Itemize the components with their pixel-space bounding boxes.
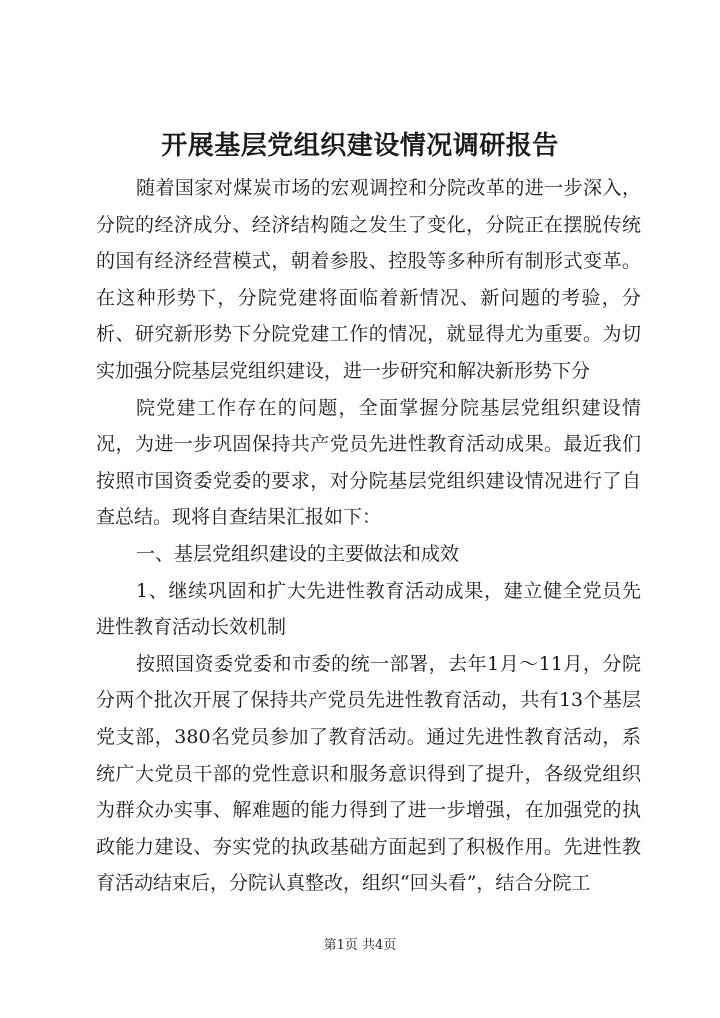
paragraph: 按照国资委党委和市委的统一部署，去年1月～11月，分院分两个批次开展了保持共产党员先进性教育活动，共有13个基层党支部，380名党员参加了教育活动。通过先进性教育活动，系统广大党员干部的党性意识和服务意识得到了提升，各级党组织为群众办实事、解难题的能力得到了进一步增强，在加强党的执政能力建设、夯实党的执政基础方面起到了积极作用。先进性教育活动结束后，分院认真整改，组织“回头看”，结合分院工: [96, 652, 641, 895]
paragraph: 院党建工作存在的问题，全面掌握分院基层党组织建设情况，为进一步巩固保持共产党员先进性教育活动成果。最近我们按照市国资委党委的要求，对分院基层党组织建设情况进行了自查总结。现将自查结果汇报如下：: [96, 396, 641, 529]
paragraph: 随着国家对煤炭市场的宏观调控和分院改革的进一步深入，分院的经济成分、经济结构随之发生了变化，分院正在摆脱传统的国有经济经营模式，朝着参股、控股等多种所有制形式变革。在这种形势下，分院党建将面临着新情况、新问题的考验，分析、研究新形势下分院党建工作的情况，就显得尤为重要。为切实加强分院基层党组织建设，进一步研究和解决新形势下分: [96, 177, 641, 382]
subsection-heading: 1、继续巩固和扩大先进性教育活动成果，建立健全党员先进性教育活动长效机制: [96, 579, 641, 639]
document-title: 开展基层党组织建设情况调研报告: [161, 131, 559, 161]
section-heading: 一、基层党组织建设的主要做法和成效: [136, 542, 460, 565]
page-footer: 第1页 共4页: [323, 938, 397, 953]
document-body: [96, 170, 641, 902]
